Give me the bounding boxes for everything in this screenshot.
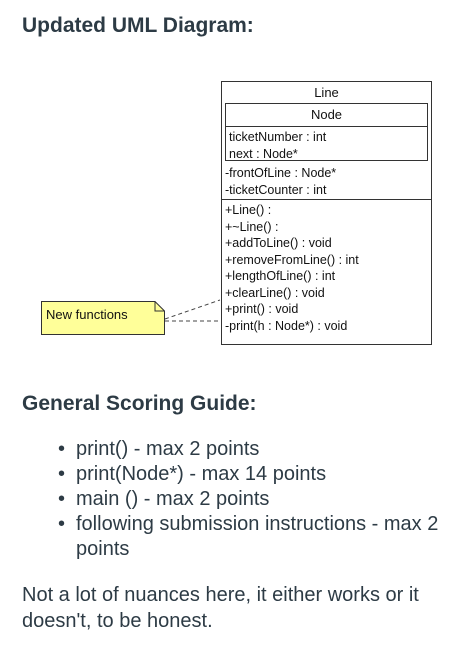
bullet-icon: • bbox=[58, 463, 66, 485]
class-attribute: -ticketCounter : int bbox=[225, 182, 327, 197]
class-operation: +removeFromLine() : int bbox=[225, 252, 359, 267]
class-operation: -print(h : Node*) : void bbox=[225, 318, 348, 333]
bullet-icon: • bbox=[58, 488, 66, 510]
class-operation: +print() : void bbox=[225, 302, 299, 316]
guide-title: General Scoring Guide: bbox=[22, 392, 257, 415]
list-item bbox=[58, 487, 458, 512]
class-operation: +addToLine() : void bbox=[225, 236, 332, 250]
note-text: New functions bbox=[46, 307, 128, 322]
class-name: Line bbox=[314, 85, 339, 100]
inner-attribute: ticketNumber : int bbox=[229, 130, 327, 144]
bullet-icon: • bbox=[58, 438, 66, 460]
list-item-text: print(Node*) - max 14 points bbox=[76, 463, 327, 485]
list-item-text: print() - max 2 points bbox=[76, 438, 260, 460]
note-connector-print bbox=[165, 300, 220, 319]
list-item bbox=[58, 437, 458, 462]
uml-note bbox=[41, 301, 165, 335]
class-operation: +lengthOfLine() : int bbox=[225, 269, 336, 283]
class-operation: +clearLine() : void bbox=[225, 285, 325, 300]
bullet-icon: • bbox=[58, 513, 66, 535]
list-item bbox=[58, 512, 458, 562]
class-attribute: -frontOfLine : Node* bbox=[225, 166, 337, 180]
inner-class-name: Node bbox=[226, 104, 427, 127]
closing-paragraph: Not a lot of nuances here, it either works or it doesn't, to be honest. bbox=[22, 584, 419, 632]
inner-attribute: next : Node* bbox=[229, 146, 298, 161]
class-operation: +~Line() : bbox=[225, 219, 279, 234]
list-item-text: main () - max 2 points bbox=[76, 488, 270, 510]
list-item-text: following submission instructions - max 2 points bbox=[76, 513, 439, 560]
diagram-title: Updated UML Diagram: bbox=[22, 14, 254, 37]
class-operation: +Line() : bbox=[225, 203, 272, 217]
list-item bbox=[58, 462, 458, 487]
scoring-list bbox=[58, 437, 458, 562]
